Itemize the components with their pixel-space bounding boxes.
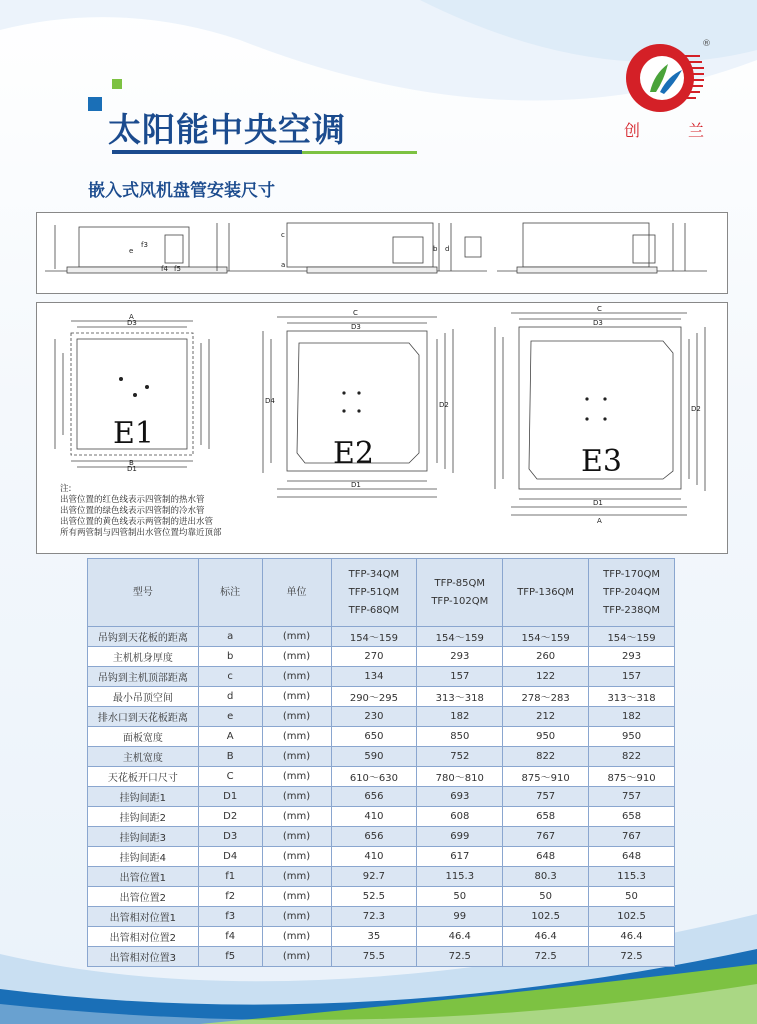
row-mark: e: [198, 707, 262, 727]
row-mark: D3: [198, 827, 262, 847]
spec-table-wrapper: [87, 558, 675, 967]
dim-label-d2-e3: D2: [691, 405, 701, 413]
row-value: 875～910: [589, 767, 675, 787]
diagram-label-e1: E1: [113, 416, 154, 451]
row-value: 410: [331, 807, 417, 827]
row-value: 92.7: [331, 867, 417, 887]
row-unit: (mm): [262, 727, 331, 747]
row-unit: (mm): [262, 907, 331, 927]
row-value: 122: [503, 667, 589, 687]
row-mark: f2: [198, 887, 262, 907]
row-value: 656: [331, 787, 417, 807]
table-row: [88, 927, 675, 947]
row-value: 46.4: [417, 927, 503, 947]
notes-title: 注:: [60, 484, 72, 494]
diagram-label-e2: E2: [333, 436, 374, 471]
row-value: 154～159: [503, 627, 589, 647]
table-row: [88, 627, 675, 647]
row-value: 80.3: [503, 867, 589, 887]
table-row: [88, 767, 675, 787]
diagram-label-e3: E3: [581, 444, 622, 479]
table-row: [88, 907, 675, 927]
note-line-1: 出管位置的红色线表示四管制的热水管: [60, 495, 205, 505]
row-value: 230: [331, 707, 417, 727]
row-value: 767: [503, 827, 589, 847]
row-value: 99: [417, 907, 503, 927]
row-unit: (mm): [262, 667, 331, 687]
row-value: 72.5: [417, 947, 503, 967]
row-value: 610～630: [331, 767, 417, 787]
model-name: TFP-238QM: [603, 604, 660, 616]
row-unit: (mm): [262, 827, 331, 847]
row-name: 吊钩到天花板的距离: [88, 627, 199, 647]
header-col-1: [331, 559, 417, 627]
row-name: 最小吊顶空间: [88, 687, 199, 707]
row-value: 270: [331, 647, 417, 667]
row-value: 617: [417, 847, 503, 867]
row-value: 72.3: [331, 907, 417, 927]
row-mark: C: [198, 767, 262, 787]
dim-label-c-e3: C: [597, 305, 602, 313]
row-value: 590: [331, 747, 417, 767]
row-value: 608: [417, 807, 503, 827]
header-unit: 单位: [262, 559, 331, 627]
row-value: 822: [589, 747, 675, 767]
dim-label-a: a: [281, 261, 286, 269]
row-value: 290～295: [331, 687, 417, 707]
row-value: 648: [589, 847, 675, 867]
row-unit: (mm): [262, 887, 331, 907]
dim-label-d3-e1: D3: [127, 319, 137, 327]
dim-label-b-e1: B: [129, 459, 134, 467]
header-model: 型号: [88, 559, 199, 627]
note-line-3: 出管位置的黄色线表示两管制的进出水管: [60, 517, 214, 527]
row-value: 656: [331, 827, 417, 847]
row-value: 780～810: [417, 767, 503, 787]
dim-label-f5: f5: [174, 265, 181, 273]
row-value: 752: [417, 747, 503, 767]
page-title: 太阳能中央空调: [108, 110, 346, 149]
row-unit: (mm): [262, 847, 331, 867]
row-value: 693: [417, 787, 503, 807]
row-unit: (mm): [262, 787, 331, 807]
table-header-row: [88, 559, 675, 627]
row-value: 50: [503, 887, 589, 907]
model-name: TFP-34QM: [348, 568, 400, 580]
row-mark: f1: [198, 867, 262, 887]
row-value: 154～159: [331, 627, 417, 647]
row-value: 102.5: [589, 907, 675, 927]
row-value: 313～318: [417, 687, 503, 707]
row-unit: (mm): [262, 867, 331, 887]
row-unit: (mm): [262, 687, 331, 707]
row-name: 挂钩间距2: [88, 807, 199, 827]
row-value: 950: [503, 727, 589, 747]
table-row: [88, 847, 675, 867]
table-row: [88, 807, 675, 827]
table-row: [88, 667, 675, 687]
table-row: [88, 887, 675, 907]
row-name: 挂钩间距4: [88, 847, 199, 867]
row-mark: D4: [198, 847, 262, 867]
table-row: [88, 827, 675, 847]
row-mark: f3: [198, 907, 262, 927]
row-value: 260: [503, 647, 589, 667]
row-value: 157: [417, 667, 503, 687]
row-value: 46.4: [503, 927, 589, 947]
row-value: 102.5: [503, 907, 589, 927]
row-name: 天花板开口尺寸: [88, 767, 199, 787]
spec-table-body: [88, 627, 675, 967]
row-unit: (mm): [262, 627, 331, 647]
row-value: 75.5: [331, 947, 417, 967]
dim-label-d1-e3: D1: [593, 499, 603, 507]
row-value: 134: [331, 667, 417, 687]
logo-char-2: 兰: [687, 121, 704, 140]
row-value: 50: [589, 887, 675, 907]
row-name: 出管相对位置3: [88, 947, 199, 967]
row-name: 面板宽度: [88, 727, 199, 747]
row-value: 293: [589, 647, 675, 667]
dim-label-a-e1: A: [129, 313, 134, 321]
title-underline-green: [302, 151, 417, 154]
dim-label-c: c: [281, 231, 285, 239]
row-mark: f4: [198, 927, 262, 947]
row-mark: c: [198, 667, 262, 687]
table-row: [88, 707, 675, 727]
row-value: 278～283: [503, 687, 589, 707]
row-value: 875～910: [503, 767, 589, 787]
decor-square-blue: [88, 97, 102, 111]
dim-label-d2-e2: D2: [439, 401, 449, 409]
header-mark: 标注: [198, 559, 262, 627]
row-mark: d: [198, 687, 262, 707]
row-value: 72.5: [503, 947, 589, 967]
row-name: 排水口到天花板距离: [88, 707, 199, 727]
table-row: [88, 647, 675, 667]
row-value: 850: [417, 727, 503, 747]
row-value: 757: [503, 787, 589, 807]
row-value: 46.4: [589, 927, 675, 947]
row-name: 吊钩到主机顶部距离: [88, 667, 199, 687]
row-value: 313～318: [589, 687, 675, 707]
row-value: 767: [589, 827, 675, 847]
model-name: TFP-102QM: [431, 595, 489, 607]
row-value: 50: [417, 887, 503, 907]
table-row: [88, 867, 675, 887]
dim-label-d1-e2: D1: [351, 481, 361, 489]
note-line-2: 出管位置的绿色线表示四管制的冷水管: [60, 506, 205, 516]
row-name: 出管位置2: [88, 887, 199, 907]
model-name: TFP-170QM: [603, 568, 660, 580]
row-value: 658: [503, 807, 589, 827]
table-row: [88, 727, 675, 747]
registered-mark: ®: [702, 39, 711, 49]
row-value: 293: [417, 647, 503, 667]
row-mark: f5: [198, 947, 262, 967]
row-unit: (mm): [262, 807, 331, 827]
table-row: [88, 747, 675, 767]
row-value: 154～159: [417, 627, 503, 647]
dim-label-c-e2: C: [353, 309, 358, 317]
diagram-notes: [60, 484, 222, 539]
row-unit: (mm): [262, 947, 331, 967]
row-value: 658: [589, 807, 675, 827]
row-value: 650: [331, 727, 417, 747]
row-mark: A: [198, 727, 262, 747]
table-row: [88, 787, 675, 807]
row-value: 115.3: [589, 867, 675, 887]
table-row: [88, 947, 675, 967]
model-name: TFP-85QM: [434, 577, 486, 589]
row-mark: B: [198, 747, 262, 767]
model-name: TFP-136QM: [517, 586, 575, 598]
logo-text: [624, 118, 704, 141]
row-value: 154～159: [589, 627, 675, 647]
row-mark: b: [198, 647, 262, 667]
row-value: 648: [503, 847, 589, 867]
logo-char-1: 创: [624, 121, 641, 140]
row-unit: (mm): [262, 747, 331, 767]
row-value: 52.5: [331, 887, 417, 907]
row-value: 115.3: [417, 867, 503, 887]
row-unit: (mm): [262, 647, 331, 667]
row-value: 72.5: [589, 947, 675, 967]
dim-label-d3-e2: D3: [351, 323, 361, 331]
dim-label-d: d: [445, 245, 450, 253]
side-view-diagrams: [36, 212, 728, 294]
row-name: 主机宽度: [88, 747, 199, 767]
spec-table: [87, 558, 675, 967]
section-title: 嵌入式风机盘管安装尺寸: [88, 181, 275, 201]
model-name: TFP-204QM: [603, 586, 660, 598]
note-line-4: 所有两管制与四管制出水管位置均靠近顶部: [60, 528, 222, 538]
header-col-4: [589, 559, 675, 627]
dim-label-e: e: [129, 247, 134, 255]
row-value: 822: [503, 747, 589, 767]
row-unit: (mm): [262, 707, 331, 727]
row-value: 757: [589, 787, 675, 807]
row-unit: (mm): [262, 927, 331, 947]
row-mark: a: [198, 627, 262, 647]
row-mark: D2: [198, 807, 262, 827]
row-value: 182: [417, 707, 503, 727]
row-value: 410: [331, 847, 417, 867]
dim-label-f4: f4: [161, 265, 168, 273]
row-name: 主机机身厚度: [88, 647, 199, 667]
decor-square-green: [112, 79, 122, 89]
row-value: 157: [589, 667, 675, 687]
header-col-2: [417, 559, 503, 627]
row-name: 挂钩间距1: [88, 787, 199, 807]
row-name: 出管相对位置2: [88, 927, 199, 947]
row-value: 699: [417, 827, 503, 847]
row-name: 出管位置1: [88, 867, 199, 887]
row-value: 182: [589, 707, 675, 727]
dim-label-a-e3: A: [597, 517, 602, 525]
row-mark: D1: [198, 787, 262, 807]
row-value: 212: [503, 707, 589, 727]
row-name: 挂钩间距3: [88, 827, 199, 847]
dim-label-f3: f3: [141, 241, 148, 249]
row-value: 950: [589, 727, 675, 747]
row-unit: (mm): [262, 767, 331, 787]
dim-label-d1-e1: D1: [127, 465, 137, 473]
row-value: 35: [331, 927, 417, 947]
table-row: [88, 687, 675, 707]
title-underline-blue: [112, 150, 302, 154]
header-col-3: [503, 559, 589, 627]
dim-label-b: b: [433, 245, 438, 253]
dim-label-d4-e2: D4: [265, 397, 275, 405]
row-name: 出管相对位置1: [88, 907, 199, 927]
dim-label-d3-e3: D3: [593, 319, 603, 327]
model-name: TFP-68QM: [348, 604, 400, 616]
model-name: TFP-51QM: [348, 586, 400, 598]
